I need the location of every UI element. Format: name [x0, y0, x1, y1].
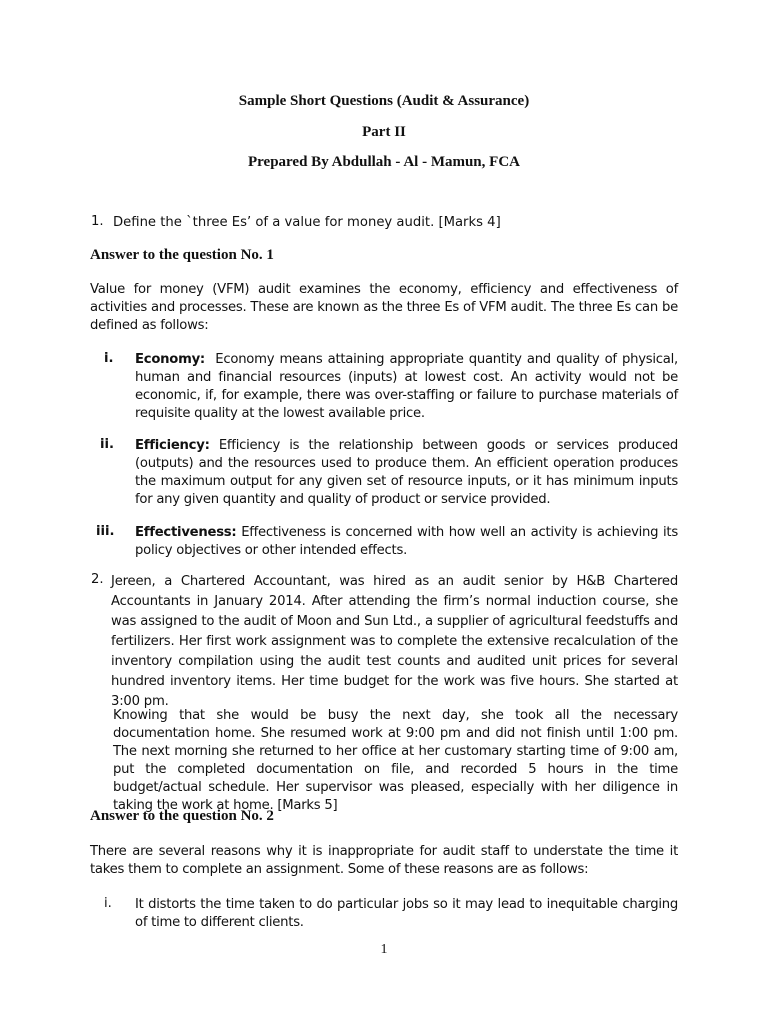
list-item	[135, 351, 678, 423]
list-item-term: Economy:	[135, 352, 205, 367]
answer-heading: Answer to the question No. 2	[90, 808, 274, 824]
question-number: 2.	[91, 572, 104, 587]
list-item-text: Efficiency is the relationship between goods or services produced (outputs) and the resources used to produce them. An efficient operation produces the maximum output for any given set of resource inputs, or it has minimum inputs for any given quantity and quality of product or service provided.	[135, 438, 678, 507]
list-numeral: ii.	[100, 437, 115, 452]
list-item-text: Effectiveness is concerned with how well an activity is achieving its policy objectives or other intended effects.	[135, 525, 678, 558]
list-numeral: i.	[104, 896, 112, 911]
answer-heading: Answer to the question No. 1	[90, 247, 274, 263]
list-numeral: iii.	[96, 524, 115, 539]
list-item-text: Economy means attaining appropriate quantity and quality of physical, human and financial resources (inputs) at lowest cost. An activity would not be economic, if, for example, there was over-staffing or failure to purchase materials of requisite quality at the lowest available price.	[135, 352, 678, 421]
list-item-term: Effectiveness:	[135, 525, 237, 540]
answer-intro: Value for money (VFM) audit examines the economy, efficiency and effectiveness of activities and processes. These are known as the three Es of VFM audit. The three Es can be defined as follows:	[90, 282, 678, 333]
document-author: Prepared By Abdullah - Al - Mamun, FCA	[248, 154, 520, 170]
question-paragraph: Knowing that she would be busy the next day, she took all the necessary documentation home. She resumed work at 9:00 pm and did not finish until 1:00 pm. The next morning she returned to her office at her customary starting time of 9:00 am, put the completed documentation on file, and recorded 5 hours in the time budget/actual schedule. Her supervisor was pleased, especially with her diligence in taking the work at home. [Marks 5]	[113, 708, 678, 813]
list-item	[135, 437, 678, 509]
document-part: Part II	[362, 124, 406, 140]
document-title: Sample Short Questions (Audit & Assurance)	[238, 93, 530, 109]
list-item	[135, 524, 678, 560]
question-paragraph: Jereen, a Chartered Accountant, was hired as an audit senior by H&B Chartered Accountants in January 2014. After attending the firm’s normal induction course, she was assigned to the audit of Moon and Sun Ltd., a supplier of agricultural feedstuffs and fertilizers. Her first work assignment was to complete the extensive recalculation of the inventory compilation using the audit test counts and audited unit prices for several hundred inventory items. Her time budget for the work was five hours. She started at 3:00 pm.	[111, 574, 678, 709]
list-numeral: i.	[104, 351, 114, 366]
page-number: 1	[380, 942, 388, 957]
list-item-term: Efficiency:	[135, 438, 210, 453]
question-number: 1.	[91, 214, 104, 229]
answer-intro: There are several reasons why it is inappropriate for audit staff to understate the time it takes them to complete an assignment. Some of these reasons are as follows:	[90, 844, 678, 877]
list-item-text: It distorts the time taken to do particular jobs so it may lead to inequitable charging of time to different clients.	[135, 897, 678, 930]
question-text: Define the `three Es’ of a value for money audit. [Marks 4]	[113, 215, 501, 230]
